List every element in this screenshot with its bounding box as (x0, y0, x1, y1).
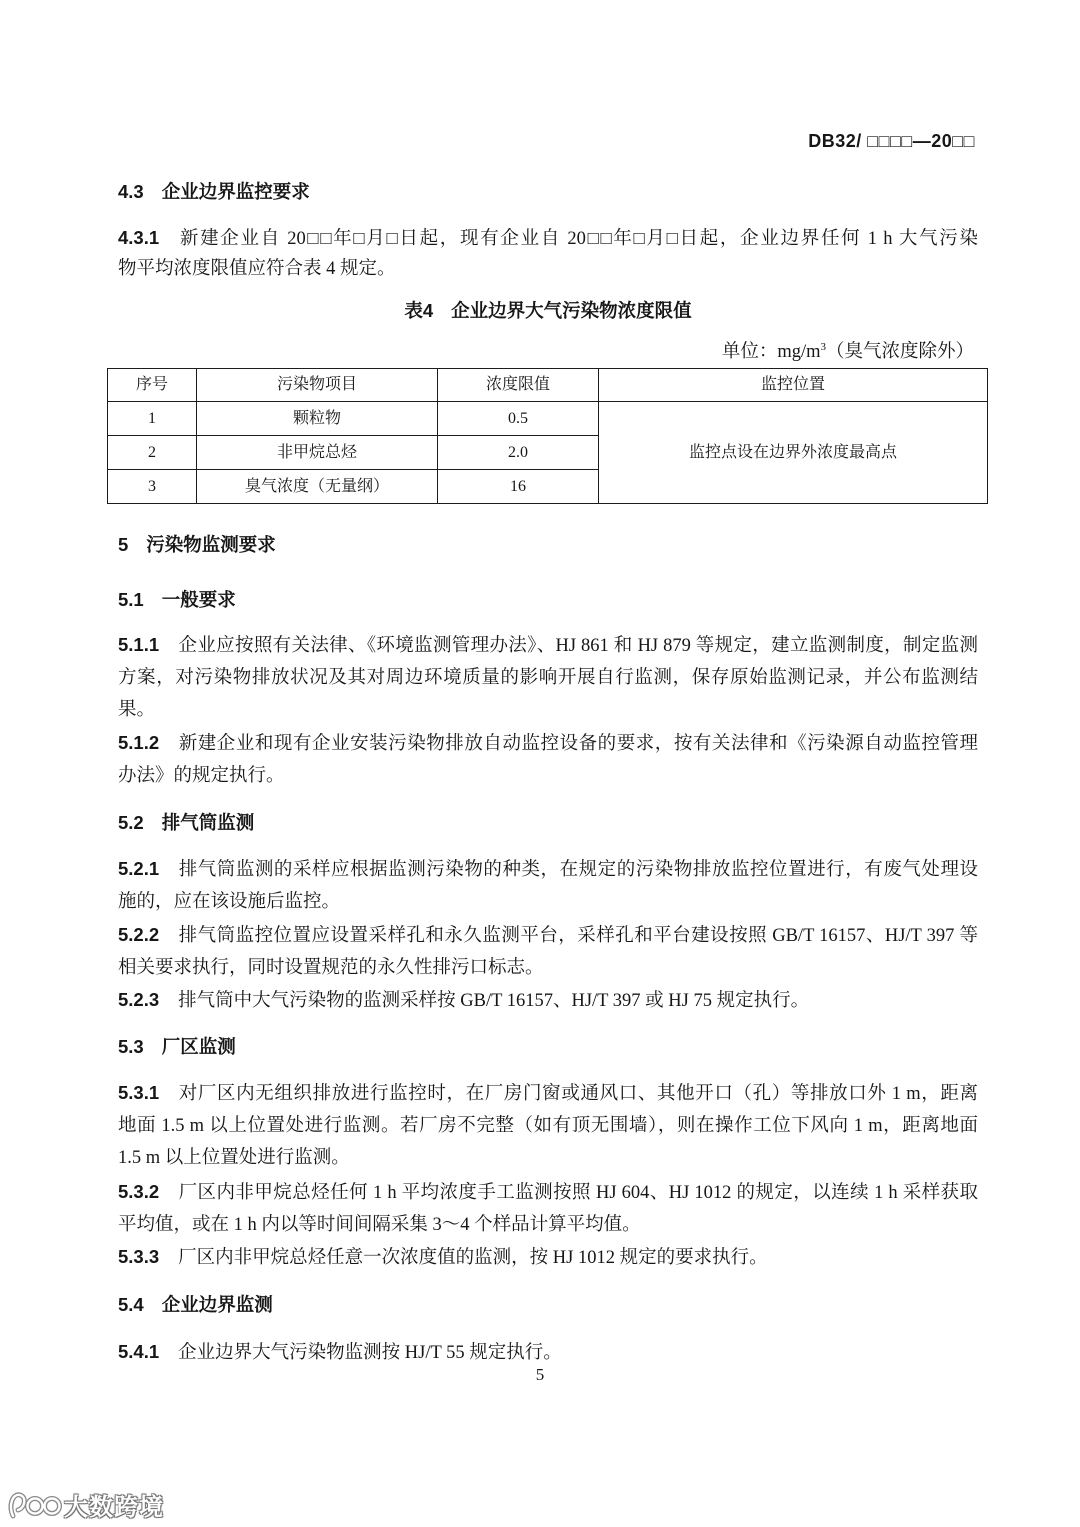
heading-number: 4.3 (118, 181, 144, 202)
unit-suffix: （臭气浓度除外） (825, 342, 974, 362)
clause-number: 5.1.1 (118, 634, 160, 655)
clause-line: 方案，对污染物排放状况及其对周边环境质量的影响开展自行监测，保存原始监测记录，并公布监测结 (118, 667, 978, 688)
clause-4-3-1 (118, 223, 978, 284)
heading-5-4 (118, 1292, 273, 1318)
clause-text: 厂区内非甲烷总烃任何 1 h 平均浓度手工监测按照 HJ 604、HJ 1012 的规定，以连续 1 h 采样获取 (178, 1183, 978, 1203)
heading-5 (118, 532, 276, 558)
table-title: 企业边界大气污染物浓度限值 (451, 300, 692, 321)
table-unit-note (722, 339, 974, 365)
clause-number: 5.3.2 (118, 1181, 160, 1202)
clause-number: 5.2.3 (118, 989, 160, 1010)
cell-limit: 0.5 (438, 402, 599, 436)
cell-item: 颗粒物 (197, 402, 438, 436)
clause-5-1-1 (118, 629, 978, 727)
clause-line: 办法》的规定执行。 (118, 765, 285, 786)
heading-title: 一般要求 (161, 589, 236, 610)
clause-text: 新建企业和现有企业安装污染物排放自动监控设备的要求，按有关法律和《污染源自动监控管理 (178, 734, 978, 754)
cell-no: 3 (108, 470, 197, 504)
clause-text: 排气筒监控位置应设置采样孔和永久监测平台，采样孔和平台建设按照 GB/T 16157、HJ/T 397 等 (178, 926, 978, 946)
clause-text: 排气筒中大气污染物的监测采样按 GB/T 16157、HJ/T 397 或 HJ 75 规定执行。 (178, 991, 810, 1011)
clause-line (118, 919, 978, 952)
clause-5-2-2 (118, 919, 978, 984)
clause-5-3-2 (118, 1176, 978, 1241)
clause-number: 5.3.1 (118, 1082, 160, 1103)
heading-title: 企业边界监测 (161, 1294, 273, 1315)
heading-number: 5 (118, 534, 129, 555)
clause-line (118, 727, 978, 760)
clause-5-1-2 (118, 727, 978, 792)
clause-line: 1.5 m 以上位置处进行监测。 (118, 1148, 350, 1168)
clause-line (118, 853, 978, 886)
table-label: 表4 (404, 300, 434, 321)
heading-number: 5.3 (118, 1036, 144, 1057)
table-caption (118, 298, 978, 324)
clause-line: 物平均浓度限值应符合表 4 规定。 (118, 258, 396, 279)
clause-line: 平均值，或在 1 h 内以等时间间隔采集 3～4 个样品计算平均值。 (118, 1214, 641, 1235)
watermark-logo-icon (6, 1487, 62, 1521)
clause-line (118, 629, 978, 662)
clause-number: 4.3.1 (118, 227, 160, 248)
clause-text: 企业应按照有关法律、《环境监测管理办法》、HJ 861 和 HJ 879 等规定，建立监测制度，制定监测 (178, 636, 978, 656)
clause-line: 果。 (118, 700, 156, 720)
heading-title: 排气筒监测 (161, 812, 255, 833)
watermark (6, 1486, 164, 1522)
clause-line: 相关要求执行，同时设置规范的永久性排污口标志。 (118, 957, 544, 978)
column-header: 监控位置 (599, 369, 988, 402)
heading-5-3 (118, 1034, 236, 1060)
cell-no: 1 (108, 402, 197, 436)
heading-4-3 (118, 179, 310, 205)
column-header: 污染物项目 (197, 369, 438, 402)
column-header: 浓度限值 (438, 369, 599, 402)
clause-number: 5.2.1 (118, 858, 160, 879)
column-header: 序号 (108, 369, 197, 402)
clause-line (118, 1077, 978, 1110)
clause-text: 新建企业自 20□□年□月□日起，现有企业自 20□□年□月□日起，企业边界任何 1 h 大气污染 (178, 229, 978, 249)
heading-title: 污染物监测要求 (146, 534, 276, 555)
clause-line: 地面 1.5 m 以上位置处进行监测。若厂房不完整（如有顶无围墙），则在操作工位下风向 1 m，距离地面 (118, 1115, 978, 1136)
page-number: 5 (535, 1365, 545, 1384)
clause-5-3-3 (118, 1241, 978, 1274)
pollutant-limits-table (107, 368, 988, 504)
heading-number: 5.2 (118, 812, 144, 833)
clause-line (118, 984, 978, 1017)
clause-line: 施的，应在该设施后监控。 (118, 891, 341, 912)
clause-5-2-1 (118, 853, 978, 918)
heading-title: 厂区监测 (161, 1036, 236, 1057)
clause-text: 厂区内非甲烷总烃任意一次浓度值的监测，按 HJ 1012 规定的要求执行。 (178, 1248, 768, 1268)
heading-5-2 (118, 810, 254, 836)
heading-5-1 (118, 587, 236, 613)
clause-text: 企业边界大气污染物监测按 HJ/T 55 规定执行。 (178, 1343, 562, 1363)
heading-number: 5.4 (118, 1294, 144, 1315)
unit-prefix: 单位：mg/m (721, 342, 821, 362)
cell-monitoring-location: 监控点设在边界外浓度最高点 (599, 402, 988, 504)
clause-number: 5.2.2 (118, 924, 160, 945)
heading-title: 企业边界监控要求 (161, 181, 310, 202)
clause-line (118, 1241, 978, 1274)
table-row (108, 402, 988, 436)
cell-item: 非甲烷总烃 (197, 436, 438, 470)
clause-number: 5.4.1 (118, 1341, 160, 1362)
clause-text: 排气筒监测的采样应根据监测污染物的种类，在规定的污染物排放监控位置进行，有废气处理设 (178, 860, 978, 880)
clause-number: 5.3.3 (118, 1246, 160, 1267)
clause-number: 5.1.2 (118, 732, 160, 753)
clause-text: 对厂区内无组织排放进行监控时，在厂房门窗或通风口、其他开口（孔）等排放口外 1 m，距离 (178, 1084, 978, 1104)
clause-5-2-3 (118, 984, 978, 1017)
clause-line (118, 1176, 978, 1209)
table-header-row (108, 369, 988, 402)
clause-line (118, 223, 978, 254)
cell-no: 2 (108, 436, 197, 470)
clause-5-3-1 (118, 1077, 978, 1175)
unit-superscript: 3 (820, 341, 826, 353)
heading-number: 5.1 (118, 589, 144, 610)
cell-item: 臭气浓度（无量纲） (197, 470, 438, 504)
watermark-text: 大数跨境 (64, 1493, 164, 1521)
cell-limit: 2.0 (438, 436, 599, 470)
cell-limit: 16 (438, 470, 599, 504)
document-code-header: DB32/ □□□□—20□□ (808, 131, 975, 151)
